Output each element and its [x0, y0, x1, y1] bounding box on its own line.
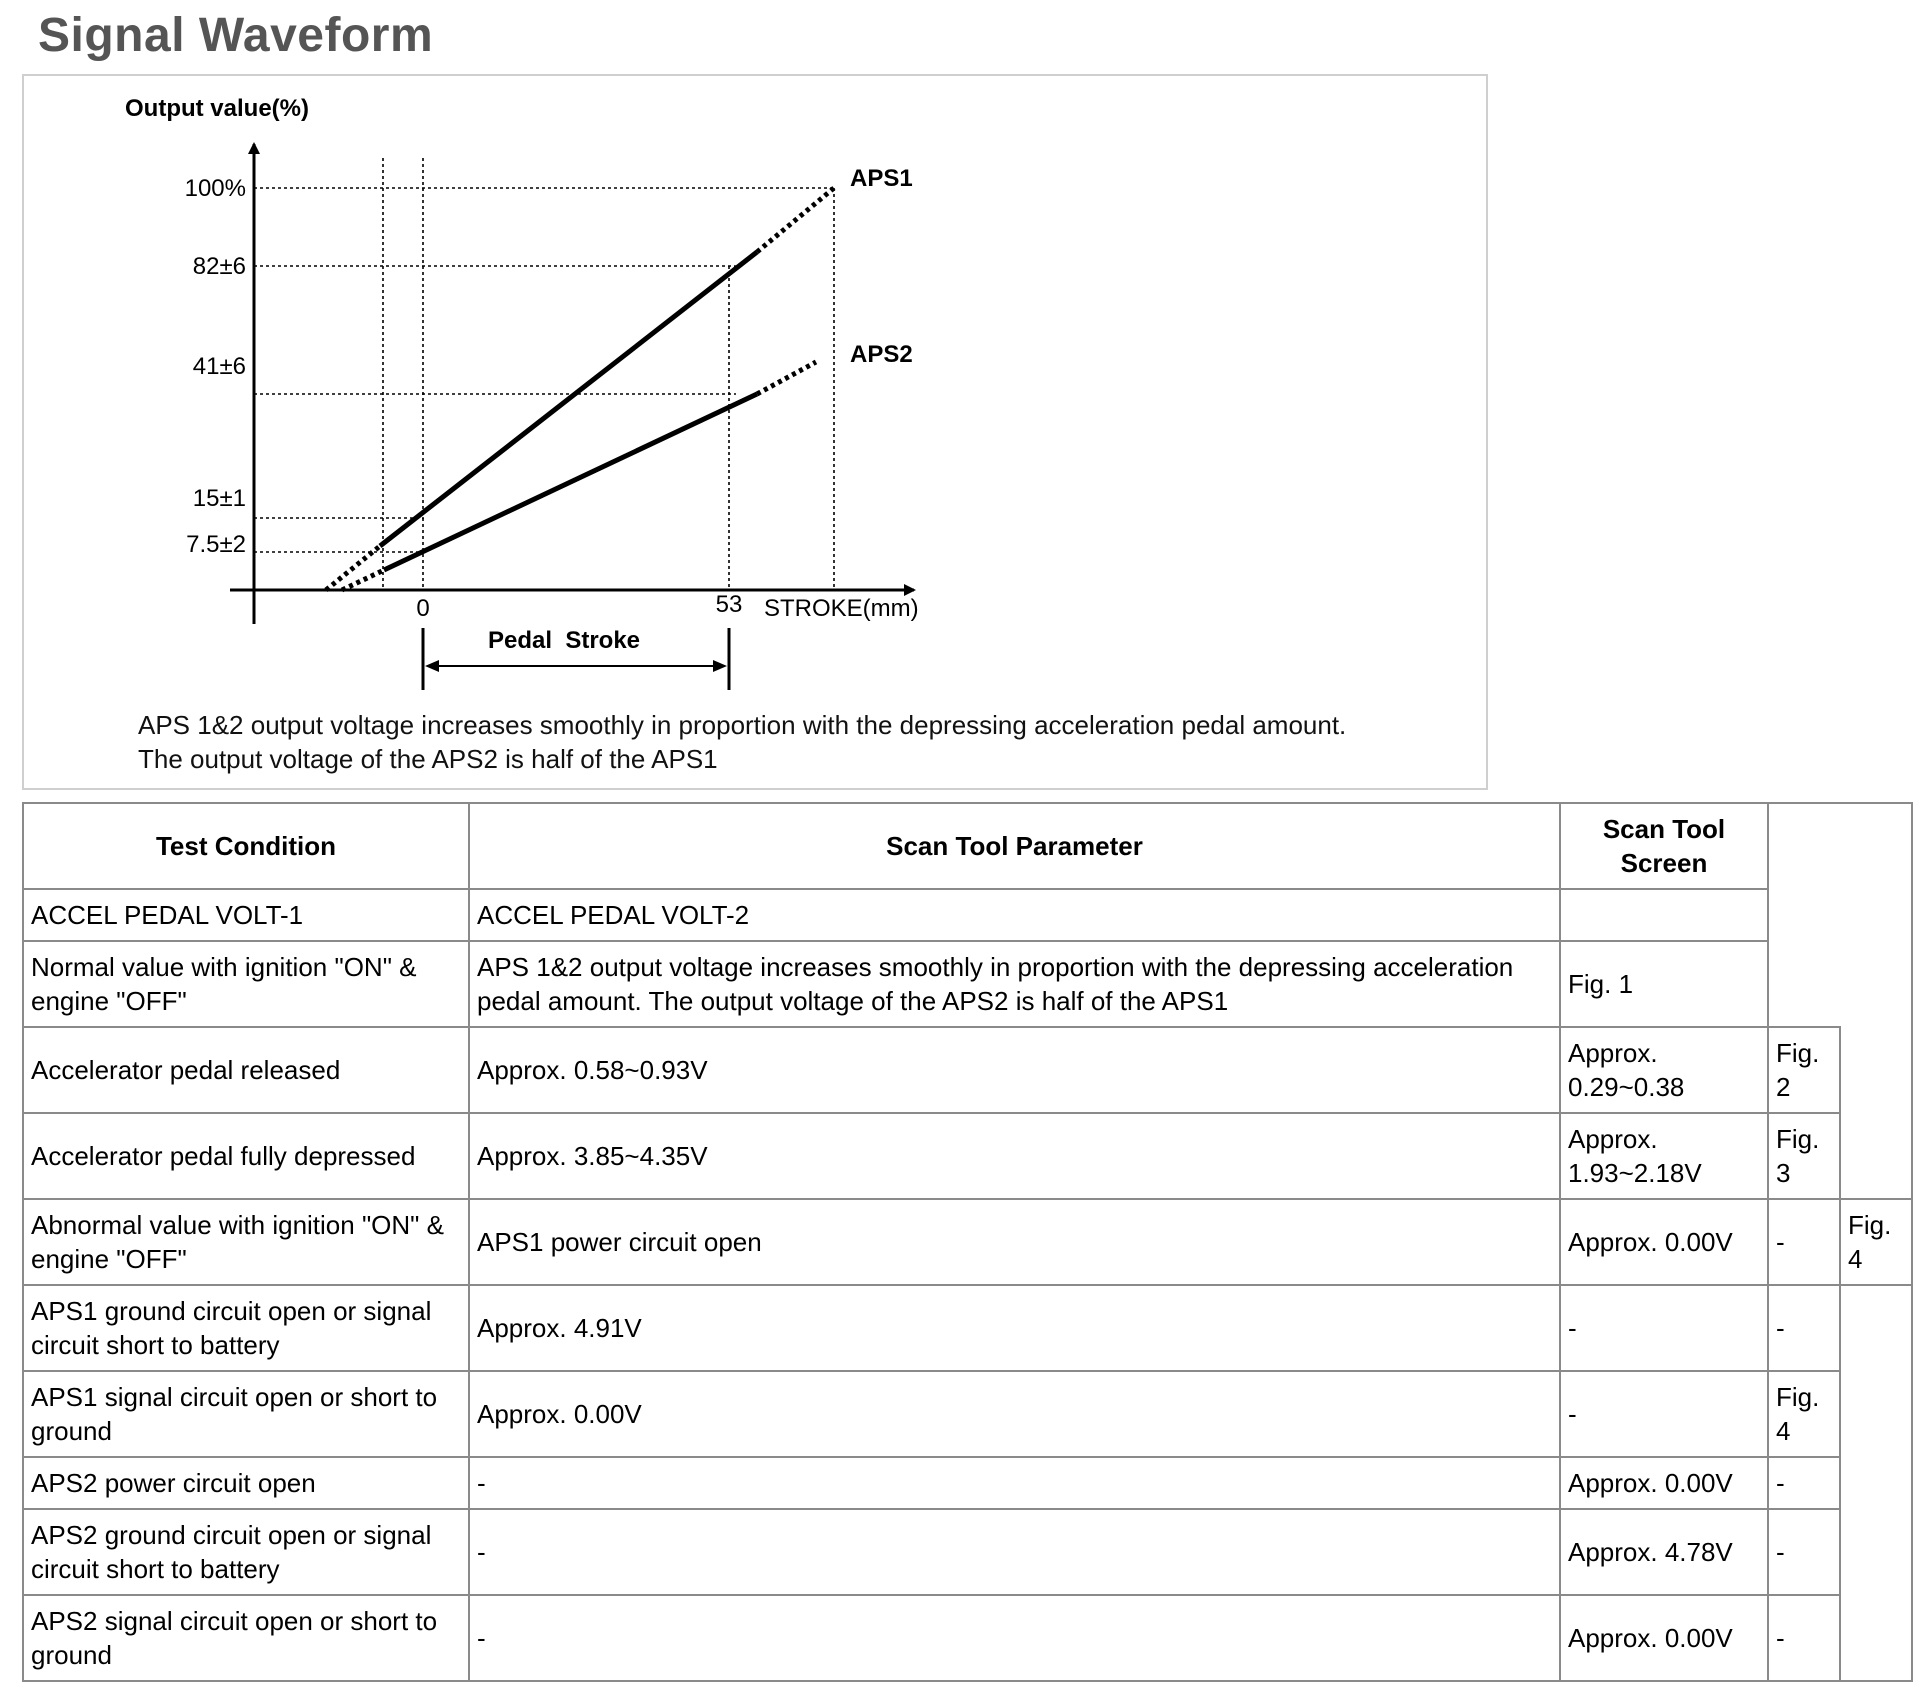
stroke-span-label: Pedal Stroke — [487, 627, 641, 654]
table-cell: Fig. 3 — [1768, 1113, 1840, 1199]
x-tick-label: 0 — [416, 595, 430, 622]
table-cell: - — [1768, 1199, 1840, 1285]
table-cell: APS1 ground circuit open or signal circuit short to battery — [23, 1285, 469, 1371]
table-row — [23, 1027, 1912, 1113]
table-cell: Abnormal value with ignition "ON" & engine "OFF" — [23, 1199, 469, 1285]
header-test-condition: Test Condition — [23, 803, 469, 889]
table-row — [23, 889, 1912, 941]
table-cell — [1560, 889, 1768, 941]
table-row — [23, 1113, 1912, 1199]
table-cell: - — [1560, 1285, 1768, 1371]
table-cell: Approx. 0.00V — [1560, 1199, 1768, 1285]
table-cell: Approx. 0.00V — [1560, 1457, 1768, 1509]
y-tick-label: 15±1 — [192, 485, 246, 512]
table-cell: Approx. 1.93~2.18V — [1560, 1113, 1768, 1199]
waveform-graph — [24, 76, 1490, 792]
table-cell: Approx. 4.91V — [469, 1285, 1560, 1371]
y-axis-title: Output value(%) — [125, 95, 309, 122]
vertical-guides — [383, 158, 834, 590]
stroke-arrowhead-left — [425, 660, 439, 672]
table-cell: Fig. 4 — [1768, 1371, 1840, 1457]
table-cell: Approx. 0.29~0.38 — [1560, 1027, 1768, 1113]
aps1-line — [380, 252, 757, 546]
figure-caption — [138, 708, 1346, 776]
header-scan-tool-parameter: Scan Tool Parameter — [469, 803, 1560, 889]
table-row — [23, 1199, 1912, 1285]
table-cell: Approx. 0.00V — [1560, 1595, 1768, 1681]
test-condition-table — [22, 802, 1913, 1682]
table-cell: - — [469, 1509, 1560, 1595]
table-cell: - — [1768, 1595, 1840, 1681]
horizontal-guides — [254, 188, 834, 552]
table-cell: ACCEL PEDAL VOLT-2 — [469, 889, 1560, 941]
table-cell: Fig. 1 — [1560, 941, 1768, 1027]
table-cell: - — [1768, 1285, 1840, 1371]
y-tick-label: 100% — [184, 175, 246, 202]
table-cell: Approx. 4.78V — [1560, 1509, 1768, 1595]
table-cell: APS2 power circuit open — [23, 1457, 469, 1509]
signal-waveform-figure — [22, 74, 1488, 790]
series-label-aps1: APS1 — [850, 165, 913, 192]
x-axis-title: STROKE(mm) — [764, 595, 919, 622]
table-cell: APS2 signal circuit open or short to ground — [23, 1595, 469, 1681]
y-tick-label: 7.5±2 — [186, 531, 246, 558]
header-scan-tool-screen: Scan Tool Screen — [1560, 803, 1768, 889]
table-row — [23, 1371, 1912, 1457]
table-cell: Accelerator pedal released — [23, 1027, 469, 1113]
aps2-line — [384, 394, 757, 570]
table-cell: Accelerator pedal fully depressed — [23, 1113, 469, 1199]
table-cell: APS1 signal circuit open or short to ground — [23, 1371, 469, 1457]
caption-line-2: The output voltage of the APS2 is half of the APS1 — [138, 744, 718, 774]
table-cell: Fig. 4 — [1840, 1199, 1912, 1285]
table-cell: - — [469, 1595, 1560, 1681]
table-cell: Normal value with ignition "ON" & engine "OFF" — [23, 941, 469, 1027]
page-title: Signal Waveform — [38, 9, 434, 62]
y-tick-label: 82±6 — [192, 253, 246, 280]
table-cell: - — [469, 1457, 1560, 1509]
aps1-upper-extension — [757, 188, 834, 252]
y-tick-label: 41±6 — [192, 353, 246, 380]
table-cell: APS1 power circuit open — [469, 1199, 1560, 1285]
table-cell: - — [1560, 1371, 1768, 1457]
table-cell: Fig. 2 — [1768, 1027, 1840, 1113]
x-tick-label: 53 — [715, 591, 743, 618]
table-row — [23, 1285, 1912, 1371]
aps2-upper-extension — [757, 362, 816, 394]
table-cell: APS2 ground circuit open or signal circuit short to battery — [23, 1509, 469, 1595]
table-row — [23, 941, 1912, 1027]
table-row — [23, 1595, 1912, 1681]
table-row — [23, 1457, 1912, 1509]
series-label-aps2: APS2 — [850, 341, 913, 368]
table-row — [23, 1509, 1912, 1595]
table-cell: - — [1768, 1509, 1840, 1595]
aps2-lower-extension — [342, 570, 384, 590]
table-cell: Approx. 0.58~0.93V — [469, 1027, 1560, 1113]
table-cell: APS 1&2 output voltage increases smoothly in proportion with the depressing acceleration pedal amount. The output voltage of the APS2 is half of the APS1 — [469, 941, 1560, 1027]
table-header-row — [23, 803, 1912, 889]
table-cell: - — [1768, 1457, 1840, 1509]
caption-line-1: APS 1&2 output voltage increases smoothly in proportion with the depressing acceleration pedal amount. — [138, 710, 1347, 740]
table-cell: Approx. 3.85~4.35V — [469, 1113, 1560, 1199]
stroke-arrowhead-right — [713, 660, 727, 672]
table-cell: ACCEL PEDAL VOLT-1 — [23, 889, 469, 941]
table-cell: Approx. 0.00V — [469, 1371, 1560, 1457]
